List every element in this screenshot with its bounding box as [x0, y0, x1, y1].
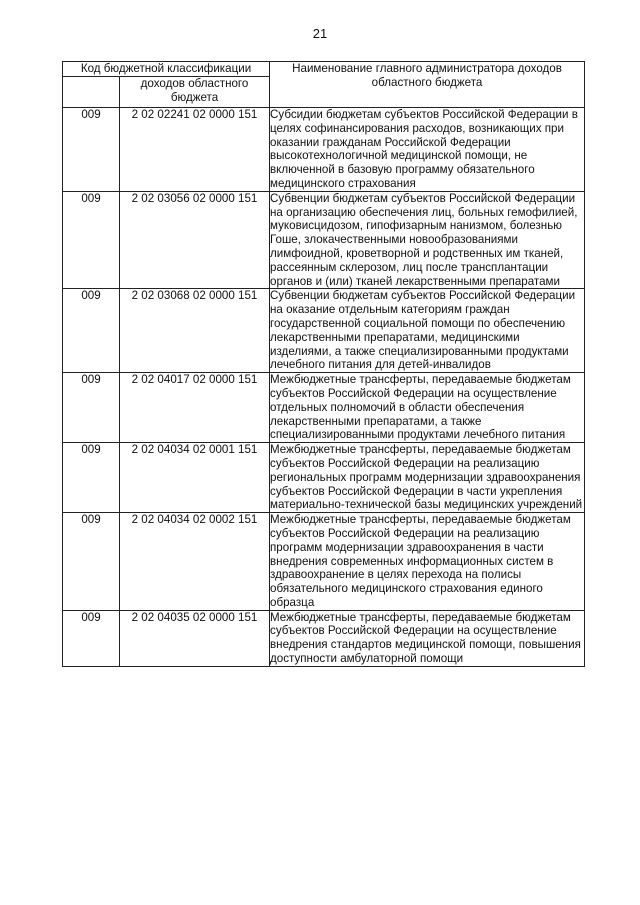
- table-row: [63, 108, 585, 192]
- admin-code: 009: [63, 289, 120, 373]
- income-name: Межбюджетные трансферты, передаваемые бюджетам субъектов Российской Федерации на осуществление отдельных полномочий в области обеспечения лекарственными препаратами, а также специализированными продуктами лечебного питания: [270, 373, 585, 443]
- income-code: 2 02 03056 02 0000 151: [120, 191, 270, 289]
- admin-code: 009: [63, 443, 120, 513]
- header-administrator-code: [63, 77, 120, 108]
- admin-code: 009: [63, 513, 120, 611]
- income-name: Межбюджетные трансферты, передаваемые бюджетам субъектов Российской Федерации на осуществление внедрения стандартов медицинской помощи, повышения доступности амбулаторной помощи: [270, 610, 585, 666]
- header-administrator-name: Наименование главного администратора доходов областного бюджета: [270, 62, 585, 108]
- income-code: 2 02 04034 02 0002 151: [120, 513, 270, 611]
- page-number: 21: [312, 26, 328, 41]
- table-row: [63, 191, 585, 289]
- admin-code: 009: [63, 610, 120, 666]
- income-name: Субвенции бюджетам субъектов Российской Федерации на оказание отдельным категориям граждан государственной социальной помощи по обеспечению лекарственными препаратами, медицинскими изделиями, а также специализированными продуктами лечебного питания для детей-инвалидов: [270, 289, 585, 373]
- table-row: [63, 443, 585, 513]
- table-header-row: [63, 62, 585, 77]
- income-name: Межбюджетные трансферты, передаваемые бюджетам субъектов Российской Федерации на реализацию региональных программ модернизации здравоохранения субъектов Российской Федерации в части укрепления материально-технической базы медицинских учреждений: [270, 443, 585, 513]
- income-name: Субвенции бюджетам субъектов Российской Федерации на организацию обеспечения лиц, больных гемофилией, муковисцидозом, гипофизарным нанизмом, болезнью Гоше, злокачественными новообразованиями лимфоидной, кроветворной и родственных им тканей, рассеянным склерозом, лиц после трансплантации органов и (или) тканей лекарственными препаратами: [270, 191, 585, 289]
- income-code: 2 02 04035 02 0000 151: [120, 610, 270, 666]
- income-code: 2 02 02241 02 0000 151: [120, 108, 270, 192]
- budget-classification-table: [62, 61, 585, 667]
- admin-code: 009: [63, 191, 120, 289]
- income-name: Межбюджетные трансферты, передаваемые бюджетам субъектов Российской Федерации на реализацию программ модернизации здравоохранения в части внедрения современных информационных систем в здравоохранение в целях перехода на полисы обязательного медицинского страхования единого образца: [270, 513, 585, 611]
- income-code: 2 02 04034 02 0001 151: [120, 443, 270, 513]
- income-code: 2 02 03068 02 0000 151: [120, 289, 270, 373]
- header-income-code: доходов областного бюджета: [120, 77, 270, 108]
- header-budget-classification-code: Код бюджетной классификации: [63, 62, 270, 77]
- table-row: [63, 289, 585, 373]
- admin-code: 009: [63, 373, 120, 443]
- table-row: [63, 513, 585, 611]
- admin-code: 009: [63, 108, 120, 192]
- income-name: Субсидии бюджетам субъектов Российской Федерации в целях софинансирования расходов, возникающих при оказании гражданам Российской Федерации высокотехнологичной медицинской помощи, не включенной в базовую программу обязательного медицинского страхования: [270, 108, 585, 192]
- table-row: [63, 610, 585, 666]
- income-code: 2 02 04017 02 0000 151: [120, 373, 270, 443]
- table-row: [63, 373, 585, 443]
